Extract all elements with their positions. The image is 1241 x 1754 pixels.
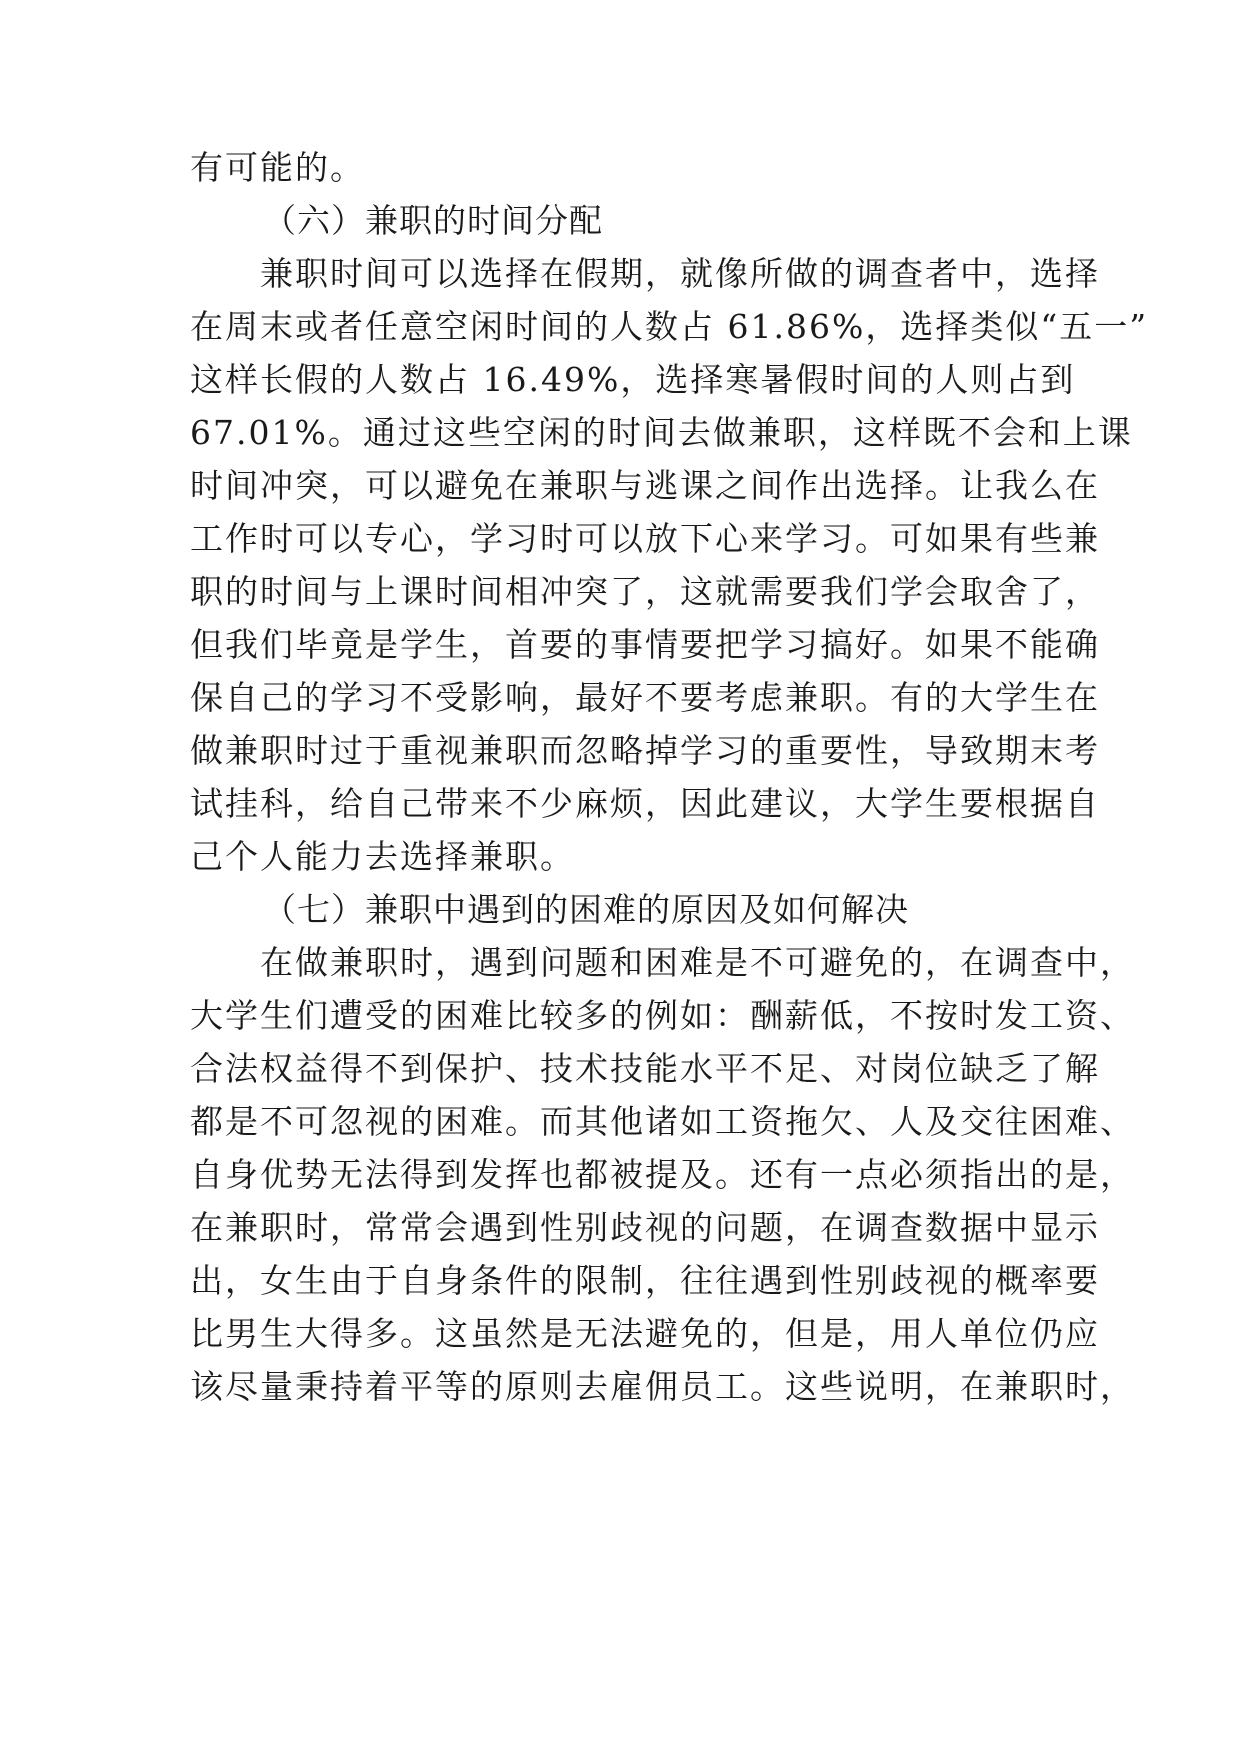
text-line: 自身优势无法得到发挥也都被提及。还有一点必须指出的是，: [190, 1155, 1135, 1194]
text-line: 做兼职时过于重视兼职而忽略掉学习的重要性，导致期末考: [190, 731, 1100, 770]
text-line: 合法权益得不到保护、技术技能水平不足、对岗位缺乏了解: [190, 1049, 1100, 1088]
text-line: 该尽量秉持着平等的原则去雇佣员工。这些说明，在兼职时，: [190, 1367, 1135, 1406]
text-line: 出，女生由于自身条件的限制，往往遇到性别歧视的概率要: [190, 1261, 1100, 1300]
text-line: 己个人能力去选择兼职。: [190, 837, 575, 876]
paragraph-first-line: 在做兼职时，遇到问题和困难是不可避免的，在调查中，: [260, 943, 1135, 982]
paragraph-first-line: 兼职时间可以选择在假期，就像所做的调查者中，选择: [260, 254, 1100, 293]
text-line: 在周末或者任意空闲时间的人数占 61.86%，选择类似“五一”: [190, 307, 1149, 346]
text-line: 在兼职时，常常会遇到性别歧视的问题，在调查数据中显示: [190, 1208, 1100, 1247]
text-line: 保自己的学习不受影响，最好不要考虑兼职。有的大学生在: [190, 678, 1100, 717]
text-line: 但我们毕竟是学生，首要的事情要把学习搞好。如果不能确: [190, 625, 1100, 664]
text-line: 有可能的。: [190, 148, 365, 187]
text-line: 都是不可忽视的困难。而其他诸如工资拖欠、人及交往困难、: [190, 1102, 1135, 1141]
text-line: 这样长假的人数占 16.49%，选择寒暑假时间的人则占到: [190, 360, 1076, 399]
section-heading: （六）兼职的时间分配: [263, 201, 603, 240]
text-line: 比男生大得多。这虽然是无法避免的，但是，用人单位仍应: [190, 1314, 1100, 1353]
section-heading: （七）兼职中遇到的困难的原因及如何解决: [263, 890, 909, 929]
text-line: 大学生们遭受的困难比较多的例如：酬薪低，不按时发工资、: [190, 996, 1135, 1035]
text-line: 工作时可以专心，学习时可以放下心来学习。可如果有些兼: [190, 519, 1100, 558]
text-line: 时间冲突，可以避免在兼职与逃课之间作出选择。让我么在: [190, 466, 1100, 505]
text-line: 试挂科，给自己带来不少麻烦，因此建议，大学生要根据自: [190, 784, 1100, 823]
text-line: 职的时间与上课时间相冲突了，这就需要我们学会取舍了，: [190, 572, 1100, 611]
text-line: 67.01%。通过这些空闲的时间去做兼职，这样既不会和上课: [190, 413, 1133, 452]
